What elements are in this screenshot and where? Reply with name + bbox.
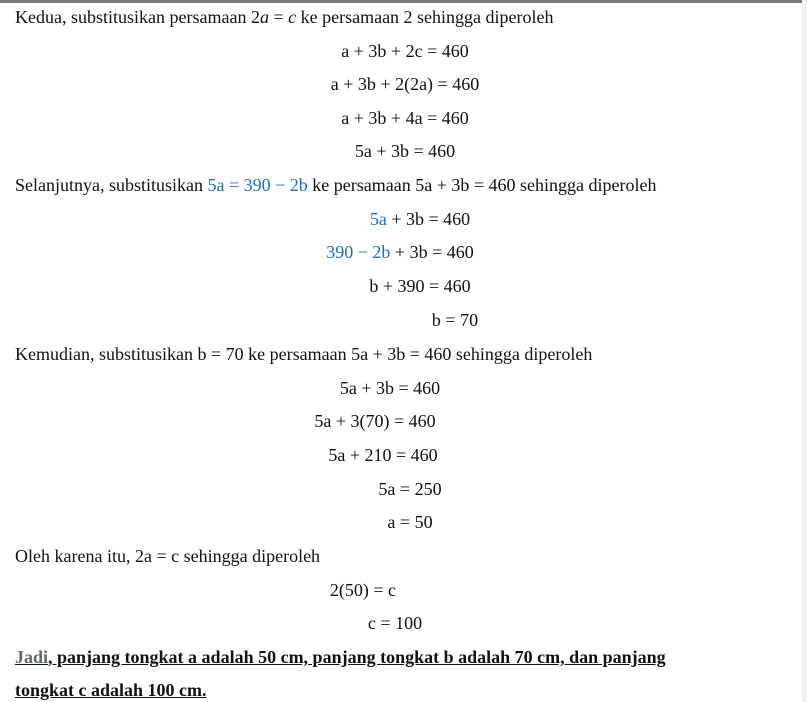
equation: a + 3b + 2c = 460 [341,41,469,61]
scrollbar-track[interactable] [802,0,807,702]
equation: a + 3b + 4a = 460 [341,108,469,128]
conclusion-line-1: Jadi, panjang tongkat a adalah 50 cm, panjang tongkat b adalah 70 cm, dan panjang [15,647,666,667]
equation: 5a + 3b = 460 [339,378,441,398]
equation: c = 100 [367,613,423,633]
window-top-border [0,0,807,3]
equation: 2(50) = c [329,580,397,600]
equation: 5a + 3(70) = 460 [314,411,436,431]
step5-intro: Oleh karena itu, 2a = c sehingga diperoleh [15,546,321,566]
conclusion-jadi: Jadi [15,647,49,667]
equation: 5a + 3b = 460 [369,209,471,229]
equation: 5a + 3b = 460 [354,141,456,161]
conclusion-line-2: tongkat c adalah 100 cm. [15,680,207,700]
equation: b = 70 [431,310,479,330]
equation: 5a = 250 [378,479,442,499]
step2-intro: Kedua, substitusikan persamaan 2a = c ke persamaan 2 sehingga diperoleh [15,7,554,27]
substitution-highlight: 5a = 390 − 2b [207,175,308,195]
equation: a = 50 [387,512,433,532]
equation: 390 − 2b + 3b = 460 [326,242,474,262]
step3-intro: Selanjutnya, substitusikan 5a = 390 − 2b ke persamaan 5a + 3b = 460 sehingga diperoleh [15,175,657,195]
equation: 5a + 210 = 460 [328,445,438,465]
step4-intro: Kemudian, substitusikan b = 70 ke persamaan 5a + 3b = 460 sehingga diperoleh [15,344,593,364]
equation: a + 3b + 2(2a) = 460 [330,74,480,94]
equation: b + 390 = 460 [369,276,471,296]
